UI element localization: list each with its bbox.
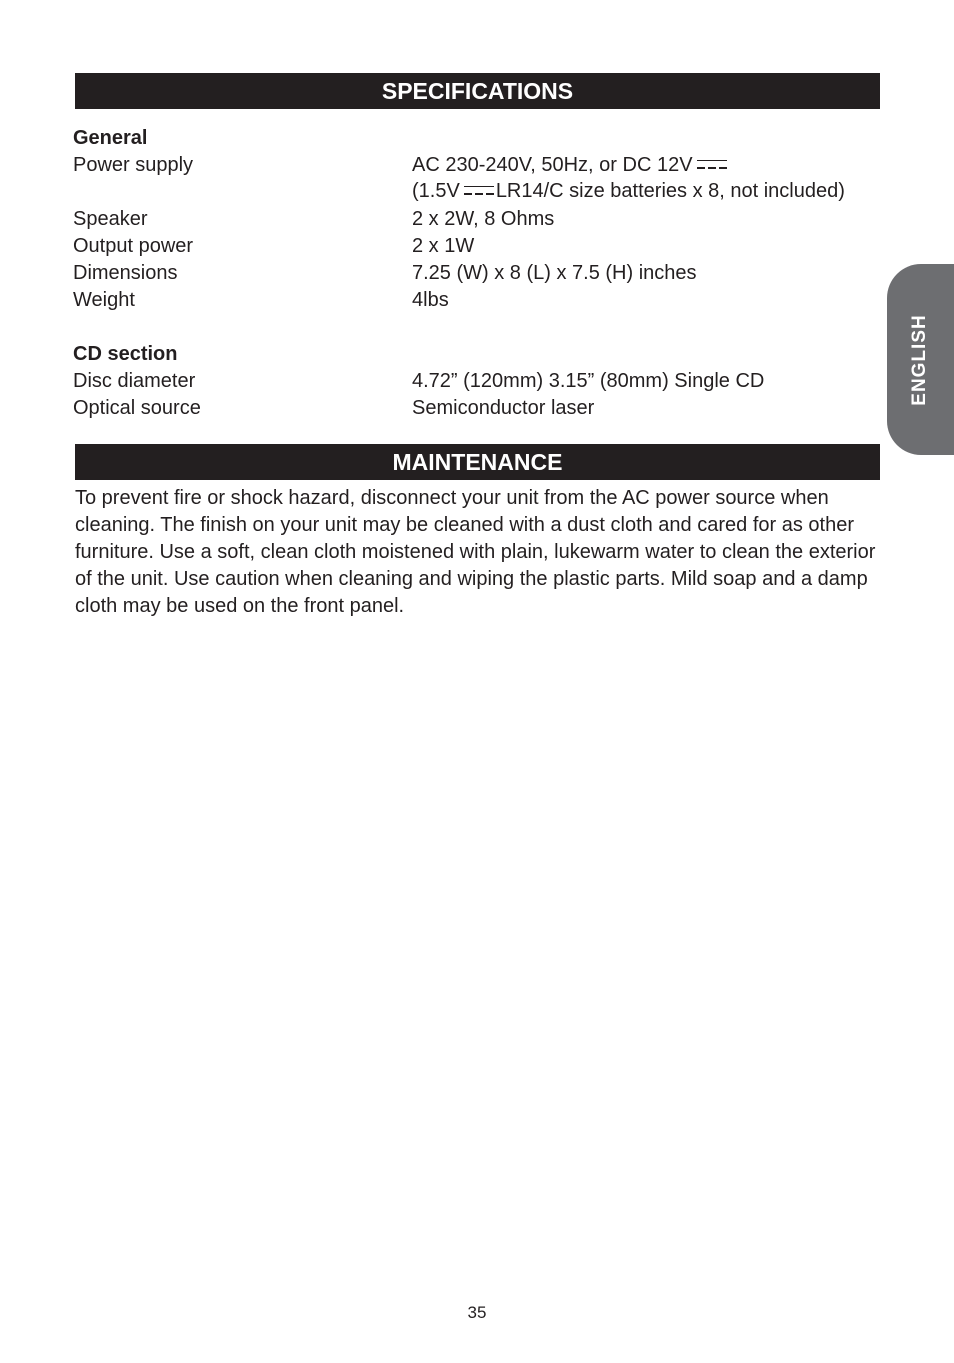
spec-label: Disc diameter	[73, 370, 196, 392]
maintenance-paragraph: To prevent fire or shock hazard, disconnect your unit from the AC power source when cleaning. The finish on your unit may be cleaned with a dust cloth and cared for as other furniture. Use a soft, clean cloth moistened with plain, lukewarm water to clean the exterior of the unit. Use caution when cleaning and wiping the plastic parts. Mild soap and a damp cloth may be used on the front panel.	[75, 487, 876, 617]
spec-value: (1.5V LR14/C size batteries x 8, not included)	[412, 180, 845, 202]
language-tab-label: ENGLISH	[909, 314, 930, 406]
specifications-heading: SPECIFICATIONS	[75, 73, 880, 109]
spec-label: Dimensions	[73, 262, 178, 284]
dc-symbol-icon	[697, 160, 727, 169]
cd-section-title: CD section	[73, 343, 178, 365]
spec-value: 2 x 2W, 8 Ohms	[412, 208, 555, 230]
spec-value: Semiconductor laser	[412, 397, 595, 419]
spec-value: 2 x 1W	[412, 235, 475, 257]
page-number: 35	[467, 1303, 487, 1322]
spec-value: 4.72” (120mm) 3.15” (80mm) Single CD	[412, 370, 765, 392]
spec-value: 7.25 (W) x 8 (L) x 7.5 (H) inches	[412, 262, 697, 284]
spec-label: Speaker	[73, 208, 148, 230]
spec-label: Power supply	[73, 154, 194, 176]
spec-label: Output power	[73, 235, 194, 257]
spec-value: AC 230-240V, 50Hz, or DC 12V	[412, 152, 729, 178]
dc-symbol-icon	[464, 186, 494, 195]
maintenance-heading: MAINTENANCE	[75, 444, 880, 480]
spec-label: Optical source	[73, 397, 201, 419]
general-group-title: General	[73, 127, 148, 149]
spec-value: 4lbs	[412, 289, 449, 311]
spec-label: Weight	[73, 289, 135, 311]
